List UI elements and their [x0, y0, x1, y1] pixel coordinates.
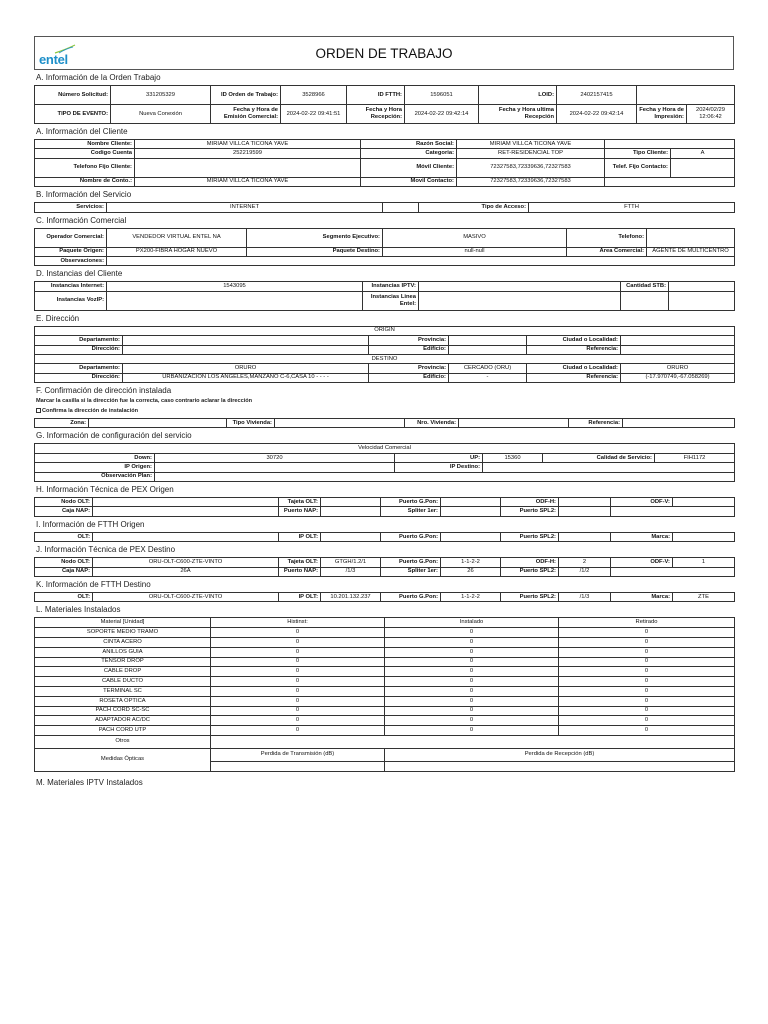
value — [321, 507, 381, 516]
label: Provincia: — [369, 336, 449, 345]
velocidad-heading: Velocidad Comercial — [35, 444, 735, 453]
material-retirado: 0 — [559, 657, 735, 667]
label: Tajeta OLT: — [279, 498, 321, 507]
value — [559, 498, 611, 507]
work-order-document — [34, 36, 734, 790]
table-row — [35, 726, 735, 736]
value: ORURO — [123, 364, 369, 373]
label: Nodo OLT: — [35, 558, 93, 567]
value: - — [449, 373, 527, 382]
table-row — [35, 706, 735, 716]
table-row — [35, 637, 735, 647]
confirm-address-label: Confirma la dirección de instalación — [42, 408, 139, 415]
value: 30720 — [155, 453, 395, 462]
label: Nro. Vivienda: — [405, 419, 459, 428]
value: 2024-02-22 09:41:51 — [281, 105, 347, 124]
section-confirmacion-heading: F. Confirmación de dirección instalada — [36, 386, 172, 396]
material-histinst: 0 — [211, 716, 385, 726]
value: 1596051 — [405, 86, 479, 105]
value — [93, 498, 279, 507]
material-instalado: 0 — [385, 657, 559, 667]
material-name: ADAPTADOR AC/DC — [35, 716, 211, 726]
value — [621, 345, 735, 354]
label: Puerto SPL2: — [501, 567, 559, 576]
direccion-table — [34, 326, 735, 383]
table-row — [35, 647, 735, 657]
value: 26 — [441, 567, 501, 576]
material-histinst: 0 — [211, 657, 385, 667]
perdida-tx-header: Perdida de Transmisión (dB) — [211, 748, 385, 761]
cliente-table — [34, 139, 735, 187]
section-servicio-heading: B. Información del Servicio — [36, 190, 132, 200]
value — [419, 291, 621, 310]
label: Edificio: — [369, 345, 449, 354]
label: Categoria: — [361, 149, 457, 158]
value — [123, 345, 369, 354]
value: CERCADO (ORU) — [449, 364, 527, 373]
value — [621, 336, 735, 345]
section-pex-origen-heading: H. Información Técnica de PEX Origen — [36, 485, 174, 495]
material-histinst: 0 — [211, 667, 385, 677]
material-retirado: 0 — [559, 706, 735, 716]
material-name: CINTA ACERO — [35, 637, 211, 647]
table-row — [35, 716, 735, 726]
label: ODF-H: — [501, 498, 559, 507]
origin-heading: ORIGIN — [35, 326, 735, 335]
medidas-opticas-label: Medidas Ópticas — [35, 748, 211, 771]
label: IP Origen: — [35, 463, 155, 472]
value — [93, 532, 279, 541]
label: Movil Contacto: — [361, 177, 457, 186]
material-retirado: 0 — [559, 716, 735, 726]
section-orden-heading: A. Información de la Orden Trabajo — [36, 73, 161, 82]
label: Fecha y Hora de Impresión: — [637, 105, 687, 124]
value: 2402157415 — [557, 86, 637, 105]
value: ORU-OLT-C600-ZTE-VINTO — [93, 592, 279, 601]
value: A — [671, 149, 735, 158]
value: /1/2 — [559, 567, 611, 576]
label: Ciudad o Localidad: — [527, 336, 621, 345]
value: MASIVO — [383, 228, 567, 247]
material-retirado: 0 — [559, 637, 735, 647]
value — [669, 282, 735, 291]
value — [605, 177, 735, 186]
value — [441, 498, 501, 507]
label: Instancias Internet: — [35, 282, 107, 291]
material-histinst: 0 — [211, 706, 385, 716]
label: Referencia: — [569, 419, 623, 428]
material-name: ROSETA OPTICA — [35, 696, 211, 706]
value: ORURO — [621, 364, 735, 373]
section-config-heading: G. Información de configuración del servicio — [36, 431, 192, 441]
label: Edificio: — [369, 373, 449, 382]
label: Puerto G.Pon: — [381, 532, 441, 541]
label: Servicios: — [35, 203, 107, 212]
material-name: CABLE DUCTO — [35, 677, 211, 687]
column-header: Instalado — [385, 618, 559, 628]
material-instalado: 0 — [385, 677, 559, 687]
material-name: TERMINAL SC — [35, 686, 211, 696]
label: Tipo Cliente: — [605, 149, 671, 158]
value: GTGH/1.2/1 — [321, 558, 381, 567]
ftth-origen-table — [34, 532, 735, 542]
value: ZTE — [673, 592, 735, 601]
label: OLT: — [35, 532, 93, 541]
material-histinst: 0 — [211, 677, 385, 687]
label: ODF-V: — [611, 558, 673, 567]
value — [483, 463, 735, 472]
value — [605, 140, 735, 149]
value: FIH1172 — [655, 453, 735, 462]
section-ftth-destino-heading: K. Información de FTTH Destino — [36, 579, 151, 589]
label: Referencia: — [527, 373, 621, 382]
label: Departamento: — [35, 364, 123, 373]
materiales-table — [34, 617, 735, 771]
value: 72327583,72339636,72327583 — [457, 158, 605, 177]
label: Puerto SPL2: — [501, 592, 559, 601]
confirmacion-instruction: Marcar la casilla si la dirección fue la correcta, caso contrario aclarar la dirección — [36, 398, 253, 405]
label: Segmento Ejecutivo: — [247, 228, 383, 247]
material-name: PACH CORD UTP — [35, 726, 211, 736]
value: MIRIAM VILLCA TICONA YAVE — [135, 177, 361, 186]
material-retirado: 0 — [559, 696, 735, 706]
table-row — [35, 667, 735, 677]
label: Calidad de Servicio: — [543, 453, 655, 462]
value: /1/3 — [559, 592, 611, 601]
label: Cantidad STB: — [621, 282, 669, 291]
label: Dirección: — [35, 345, 123, 354]
value — [671, 158, 735, 177]
value: 2024-02-22 09:42:14 — [405, 105, 479, 124]
zona-field[interactable] — [89, 419, 227, 428]
label: IP OLT: — [279, 532, 321, 541]
value — [419, 282, 621, 291]
label: Área Comercial: — [567, 247, 647, 256]
value — [107, 291, 363, 310]
value: 26A — [93, 567, 279, 576]
value: (-17.970749,-67.058269) — [621, 373, 735, 382]
value — [673, 532, 735, 541]
table-row — [35, 696, 735, 706]
value — [621, 291, 669, 310]
label: ID FTTH: — [347, 86, 405, 105]
value: 10.201.132.237 — [321, 592, 381, 601]
confirm-address-checkbox[interactable] — [36, 408, 41, 413]
material-retirado: 0 — [559, 677, 735, 687]
confirmacion-checkbox-row — [36, 408, 734, 417]
material-instalado: 0 — [385, 716, 559, 726]
label: Tipo Vivienda: — [227, 419, 275, 428]
material-instalado: 0 — [385, 637, 559, 647]
value: INTERNET — [107, 203, 383, 212]
value — [93, 507, 279, 516]
value — [669, 291, 735, 310]
value: PX200-FIBRA HOGAR NUEVO — [107, 247, 247, 256]
material-retirado: 0 — [559, 686, 735, 696]
label: LOID: — [479, 86, 557, 105]
label: Paquete Destino: — [247, 247, 383, 256]
value: 1-1-2-2 — [441, 558, 501, 567]
value: MIRIAM VILLCA TICONA YAVE — [135, 140, 361, 149]
label: Departamento: — [35, 336, 123, 345]
label: Razón Social: — [361, 140, 457, 149]
section-iptv-heading: M. Materiales IPTV Instalados — [36, 777, 143, 787]
instancias-table — [34, 281, 735, 310]
label: IP Destino: — [395, 463, 483, 472]
material-histinst: 0 — [211, 696, 385, 706]
material-instalado: 0 — [385, 628, 559, 638]
label: ID Orden de Trabajo: — [211, 86, 281, 105]
label: Dirección: — [35, 373, 123, 382]
value — [559, 507, 611, 516]
label: Telefono: — [567, 228, 647, 247]
material-retirado: 0 — [559, 667, 735, 677]
table-row — [35, 628, 735, 638]
material-retirado: 0 — [559, 647, 735, 657]
label: Referencia: — [527, 345, 621, 354]
label: Instancias IPTV: — [363, 282, 419, 291]
label: Fecha y Hora Recepción: — [347, 105, 405, 124]
value — [559, 532, 611, 541]
label: Ciudad o Localidad: — [527, 364, 621, 373]
material-histinst: 0 — [211, 637, 385, 647]
material-name: TENSOR DROP — [35, 657, 211, 667]
value: 2024/02/29 12:06:42 — [687, 105, 735, 124]
value: 2 — [559, 558, 611, 567]
label: Puerto G.Pon: — [381, 498, 441, 507]
value: null-null — [383, 247, 567, 256]
label: Nodo OLT: — [35, 498, 93, 507]
value — [637, 86, 735, 105]
value — [611, 567, 735, 576]
label: Caja NAP: — [35, 507, 93, 516]
material-histinst: 0 — [211, 647, 385, 657]
section-pex-destino-heading: J. Información Técnica de PEX Destino — [36, 545, 176, 555]
label: Codigo Cuenta — [35, 149, 135, 158]
table-row — [35, 657, 735, 667]
label: Marca: — [611, 592, 673, 601]
value: 15360 — [483, 453, 543, 462]
label: Down: — [35, 453, 155, 462]
value — [673, 498, 735, 507]
ftth-destino-table — [34, 592, 735, 602]
perdida-rx-value — [385, 761, 735, 771]
section-materiales-heading: L. Materiales Instalados — [36, 605, 121, 615]
label: Móvil Cliente: — [361, 158, 457, 177]
label: Observación Plan: — [35, 472, 155, 481]
entel-logo-text: entel — [39, 52, 68, 67]
label: TIPO DE EVENTO: — [35, 105, 111, 124]
material-instalado: 0 — [385, 667, 559, 677]
material-name: CABLE DROP — [35, 667, 211, 677]
label: Operador Comercial: — [35, 228, 107, 247]
label: Tajeta OLT: — [279, 558, 321, 567]
label: Caja NAP: — [35, 567, 93, 576]
value — [135, 158, 361, 177]
servicio-table — [34, 202, 735, 212]
material-instalado: 0 — [385, 706, 559, 716]
material-name: PACH CORD SC-SC — [35, 706, 211, 716]
material-instalado: 0 — [385, 726, 559, 736]
comercial-table — [34, 228, 735, 267]
value: ORU-OLT-C600-ZTE-VINTO — [93, 558, 279, 567]
value — [123, 336, 369, 345]
value: 3528966 — [281, 86, 347, 105]
value: URBANIZACION LOS ANGELES,MANZANO C-6,CASA 10 - - - - — [123, 373, 369, 382]
label: Zona: — [35, 419, 89, 428]
section-comercial-heading: C. Información Comercial — [36, 215, 127, 225]
material-histinst: 0 — [211, 628, 385, 638]
column-header: Material [Unidad] — [35, 618, 211, 628]
confirmacion-table — [34, 418, 735, 428]
label: Spliter 1er: — [381, 567, 441, 576]
material-retirado: 0 — [559, 726, 735, 736]
material-name: SOPORTE MEDIO TRAMO — [35, 628, 211, 638]
label: Paquete Origen: — [35, 247, 107, 256]
value — [155, 463, 395, 472]
value: VENDEDOR VIRTUAL ENTEL NA — [107, 228, 247, 247]
section-instancias-heading: D. Instancias del Cliente — [36, 269, 123, 279]
label: Puerto SPL2: — [501, 507, 559, 516]
value: 1 — [673, 558, 735, 567]
value: 2024-02-22 09:42:14 — [557, 105, 637, 124]
value — [441, 532, 501, 541]
table-row — [35, 677, 735, 687]
perdida-rx-header: Perdida de Recepción (dB) — [385, 748, 735, 761]
value: 72327583,72339636,72327583 — [457, 177, 605, 186]
label: Spliter 1er: — [381, 507, 441, 516]
material-name: ANILLOS GUIA — [35, 647, 211, 657]
label: Instancias Linea Entel: — [363, 291, 419, 310]
label: Puerto SPL2: — [501, 532, 559, 541]
label: Puerto NAP: — [279, 567, 321, 576]
section-ftth-origen-heading: I. Información de FTTH Origen — [36, 519, 145, 529]
material-histinst: 0 — [211, 686, 385, 696]
value: MIRIAM VILLCA TICONA YAVE — [457, 140, 605, 149]
label: Nombre de Conto.: — [35, 177, 135, 186]
value — [441, 507, 501, 516]
document-header — [34, 36, 734, 70]
value: 252219599 — [135, 149, 361, 158]
referencia-field[interactable] — [623, 419, 735, 428]
value — [449, 336, 527, 345]
orden-table — [34, 85, 735, 124]
label: Fecha y Hora de Emisión Comercial: — [211, 105, 281, 124]
material-instalado: 0 — [385, 686, 559, 696]
label: Puerto G.Pon: — [381, 592, 441, 601]
label: Tipo de Acceso: — [419, 203, 529, 212]
perdida-tx-value — [211, 761, 385, 771]
value — [383, 203, 419, 212]
value — [611, 507, 735, 516]
section-direccion-heading: E. Dirección — [36, 313, 80, 323]
label: Telef. Fijo Contacto: — [605, 158, 671, 177]
column-header: Retirado — [559, 618, 735, 628]
value: 1-1-2-2 — [441, 592, 501, 601]
material-retirado: 0 — [559, 628, 735, 638]
label: Telefono Fijo Cliente: — [35, 158, 135, 177]
table-row — [35, 686, 735, 696]
column-header: Histinst: — [211, 618, 385, 628]
value: AGENTE DE MULTICENTRO — [647, 247, 735, 256]
value — [155, 472, 735, 481]
material-instalado: 0 — [385, 696, 559, 706]
section-cliente-heading: A. Información del Cliente — [36, 127, 128, 136]
label: Fecha y Hora ultima Recepción — [479, 105, 557, 124]
value — [449, 345, 527, 354]
pex-origen-table — [34, 497, 735, 517]
otros-label: Otros — [35, 735, 211, 748]
label: Instancias VozIP: — [35, 291, 107, 310]
destino-heading: DESTINO — [35, 354, 735, 363]
label: IP OLT: — [279, 592, 321, 601]
value: RET-RESIDENCIAL TOP — [457, 149, 605, 158]
value: FTTH — [529, 203, 735, 212]
value — [321, 532, 381, 541]
label: ODF-H: — [501, 558, 559, 567]
label: Puerto NAP: — [279, 507, 321, 516]
label: UP: — [395, 453, 483, 462]
material-instalado: 0 — [385, 647, 559, 657]
label: Observaciones: — [35, 256, 107, 265]
value: /1/3 — [321, 567, 381, 576]
value: 1543095 — [107, 282, 363, 291]
label: Provincia: — [369, 364, 449, 373]
document-title: ORDEN DE TRABAJO — [315, 46, 453, 61]
value — [107, 256, 735, 265]
nro-vivienda-field[interactable] — [459, 419, 569, 428]
pex-destino-table — [34, 557, 735, 577]
label: OLT: — [35, 592, 93, 601]
config-table — [34, 443, 735, 482]
label: Nombre Cliente: — [35, 140, 135, 149]
value — [321, 498, 381, 507]
label: Marca: — [611, 532, 673, 541]
value — [647, 228, 735, 247]
tipo-vivienda-field[interactable] — [275, 419, 405, 428]
value: Nueva Conexión — [111, 105, 211, 124]
label: Puerto G.Pon: — [381, 558, 441, 567]
material-histinst: 0 — [211, 726, 385, 736]
label: ODF-V: — [611, 498, 673, 507]
label: Número Solicitud: — [35, 86, 111, 105]
otros-value — [211, 735, 735, 748]
value: 331205329 — [111, 86, 211, 105]
